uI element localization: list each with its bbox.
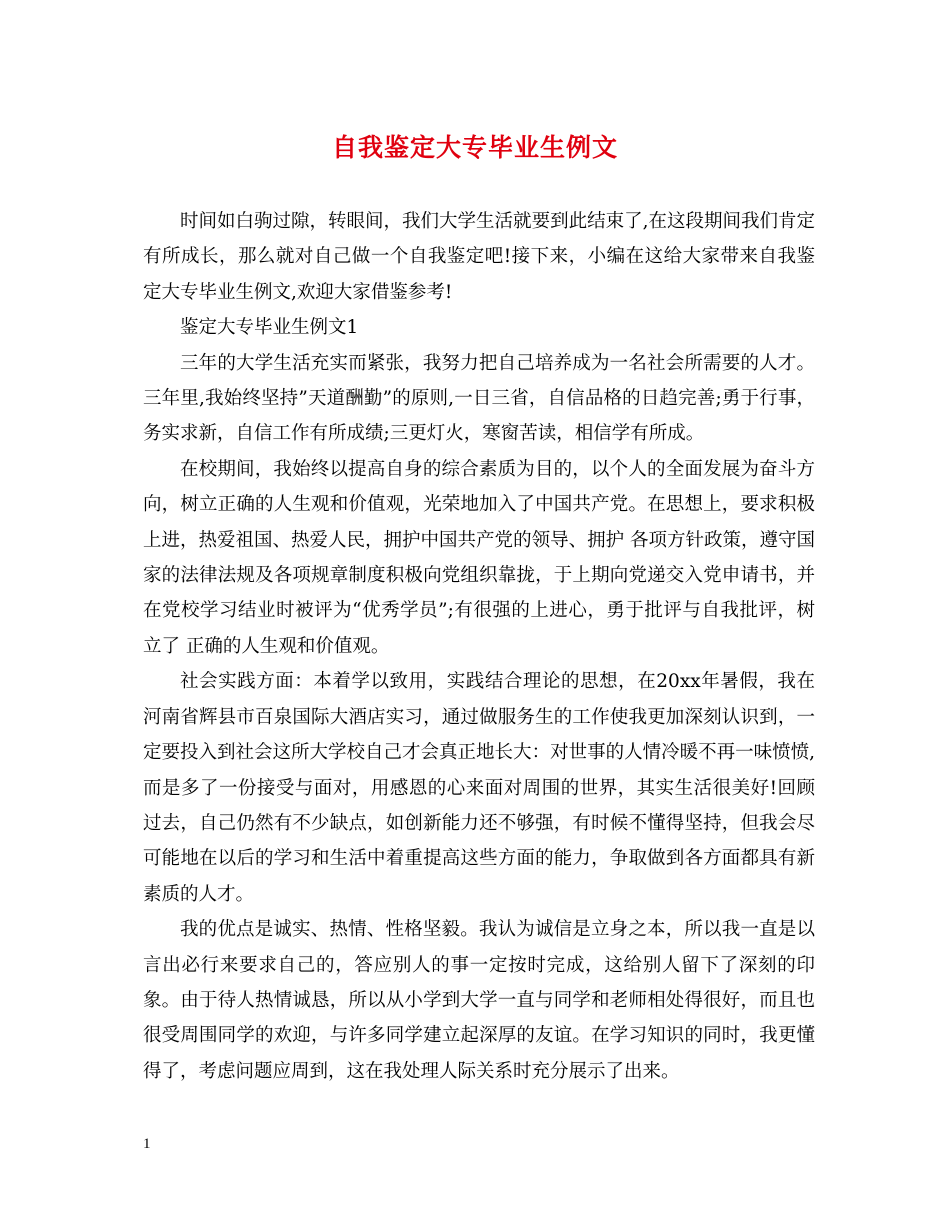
document-body — [143, 204, 815, 1089]
section-heading: 鉴定大专毕业生例文1 — [180, 317, 359, 339]
body-paragraph-4: 我的优点是诚实、热情、性格坚毅。我认为诚信是立身之本，所以我一直是以言出必行来要求自己的，答应别人的事一定按时完成，这给别人留下了深刻的印象。由于待人热情诚恳，所以从小学到大学一直与同学和老师相处得很好，而且也很受周围同学的欢迎，与许多同学建立起深厚的友谊。在学习知识的同时，我更懂得了，考虑问题应周到，这在我处理人际关系时充分展示了出来。 — [143, 919, 815, 1082]
intro-paragraph: 时间如白驹过隙，转眼间，我们大学生活就要到此结束了,在这段期间我们肯定有所成长，那么就对自己做一个自我鉴定吧!接下来，小编在这给大家带来自我鉴定大专毕业生例文,欢迎大家借鉴参考! — [143, 211, 815, 303]
body-paragraph-3: 社会实践方面：本着学以致用，实践结合理论的思想，在20xx年暑假，我在河南省辉县市百泉国际大酒店实习，通过做服务生的工作使我更加深刻认识到，一定要投入到社会这所大学校自己才会真正地长大：对世事的人情冷暖不再一味愤愤,而是多了一份接受与面对，用感恩的心来面对周围的世界，其实生活很美好!回顾过去，自己仍然有不少缺点，如创新能力还不够强，有时候不懂得坚持，但我会尽可能地在以后的学习和生活中着重提高这些方面的能力，争取做到各方面都具有新素质的人才。 — [143, 671, 815, 905]
document-title: 自我鉴定大专毕业生例文 — [331, 133, 618, 162]
page-number: 1 — [143, 1136, 151, 1152]
body-paragraph-1: 三年的大学生活充实而紧张，我努力把自己培养成为一名社会所需要的人才。三年里,我始终坚持”天道酬勤”的原则,一日三省，自信品格的日趋完善;勇于行事，务实求新，自信工作有所成绩;三更灯火，寒窗苦读，相信学有所成。 — [143, 352, 815, 445]
body-paragraph-2: 在校期间，我始终以提高自身的综合素质为目的，以个人的全面发展为奋斗方向，树立正确的人生观和价值观，光荣地加入了中国共产党。在思想上，要求积极上进，热爱祖国、热爱人民，拥护中国共产党的领导、拥护 各项方针政策，遵守国家的法律法规及各项规章制度积极向党组织靠拢，于上期向党递交入党申请书，并在党校学习结业时被评为“优秀学员”;有很强的上进心，勇于批评与自我批评，树立了 正确的人生观和价值观。 — [143, 458, 815, 657]
